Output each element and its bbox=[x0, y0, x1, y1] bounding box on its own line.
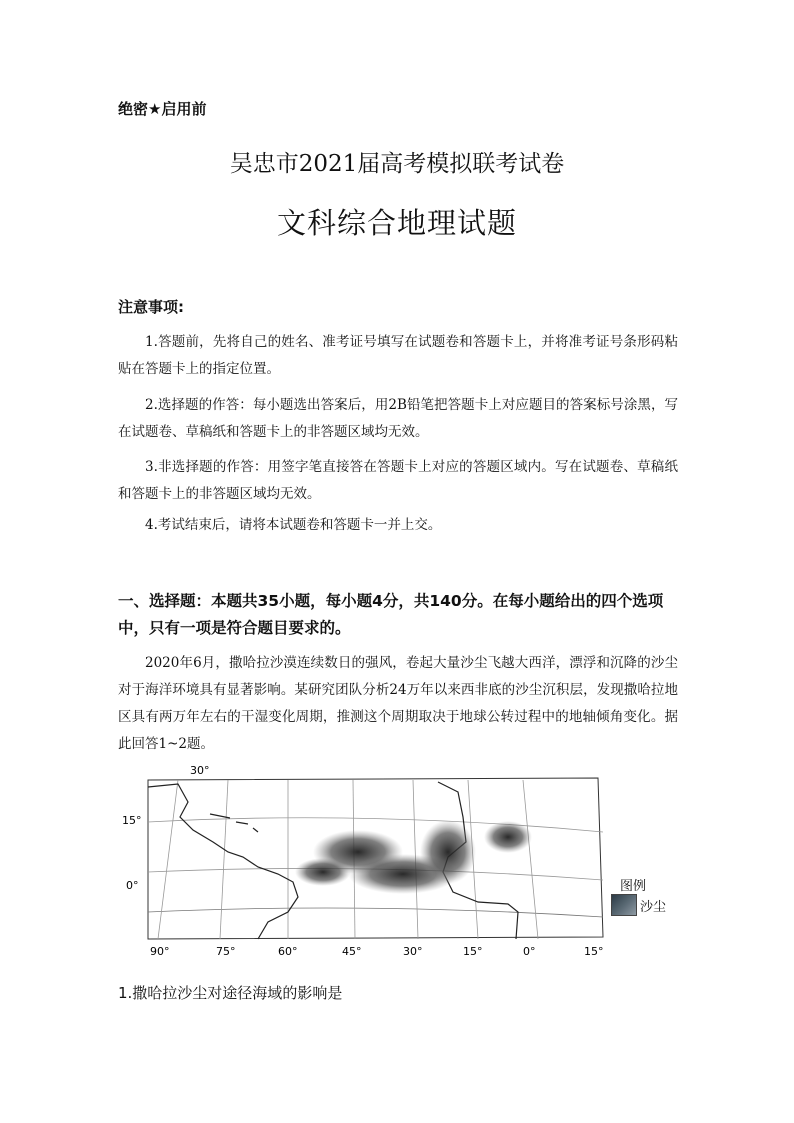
section-heading: 一、选择题：本题共35小题，每小题4分，共140分。在每小题给出的四个选项中，只有一项是符合题目要求的。 bbox=[118, 592, 664, 637]
lon-label: 0° bbox=[523, 945, 536, 958]
lon-label: 15° bbox=[584, 945, 604, 958]
lon-label: 75° bbox=[216, 945, 236, 958]
dust-plume bbox=[484, 821, 532, 853]
lat-label: 0° bbox=[126, 879, 139, 892]
lon-label: 15° bbox=[463, 945, 483, 958]
lon-label: 30° bbox=[403, 945, 423, 958]
question-intro: 2020年6月，撒哈拉沙漠连续数日的强风，卷起大量沙尘飞越大西洋，漂浮和沉降的沙尘对于海洋环境具有显著影响。某研究团队分析24万年以来西非底的沙尘沉积层，发现撒哈拉地区具有两万年左右的干湿变化周期，推测这个周期取决于地球公转过程中的地轴倾角变化。据此回答1~2题。 bbox=[118, 655, 678, 752]
notice-item: 1.答题前，先将自己的姓名、准考证号填写在试题卷和答题卡上，并将准考证号条形码粘贴在答题卡上的指定位置。 bbox=[118, 334, 678, 377]
dust-map bbox=[118, 762, 678, 962]
notice-item: 2.选择题的作答：每小题选出答案后，用2B铅笔把答题卡上对应题目的答案标号涂黑，写在试题卷、草稿纸和答题卡上的非答题区域均无效。 bbox=[118, 397, 678, 440]
notice-item: 4.考试结束后，请将本试题卷和答题卡一并上交。 bbox=[145, 517, 442, 533]
legend-swatch bbox=[611, 894, 637, 916]
lon-label: 60° bbox=[278, 945, 298, 958]
exam-title: 吴忠市2021届高考模拟联考试卷 bbox=[229, 151, 565, 177]
legend-label: 沙尘 bbox=[640, 900, 667, 915]
lon-label: 45° bbox=[342, 945, 362, 958]
notice-heading: 注意事项: bbox=[118, 298, 184, 316]
question-1: 1.撒哈拉沙尘对途径海域的影响是 bbox=[118, 984, 343, 1002]
lat-label: 30° bbox=[190, 764, 210, 777]
lon-label: 90° bbox=[150, 945, 170, 958]
legend-title: 图例 bbox=[620, 879, 647, 894]
secret-mark: 绝密★启用前 bbox=[118, 100, 207, 118]
dust-plume bbox=[420, 820, 476, 884]
exam-subtitle: 文科综合地理试题 bbox=[276, 206, 517, 240]
dust-plume bbox=[295, 858, 351, 886]
notice-item: 3.非选择题的作答：用签字笔直接答在答题卡上对应的答题区域内。写在试题卷、草稿纸和答题卡上的非答题区域均无效。 bbox=[118, 459, 678, 502]
lat-label: 15° bbox=[122, 814, 142, 827]
